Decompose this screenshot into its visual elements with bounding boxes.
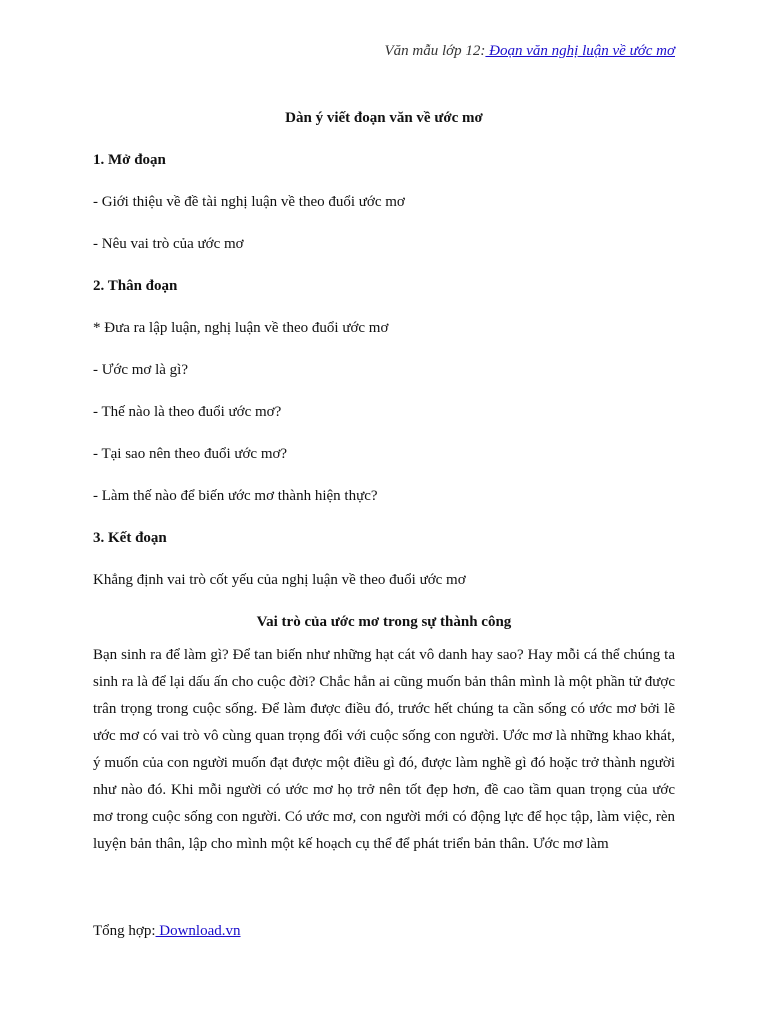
section3-item: Khẳng định vai trò cốt yếu của nghị luận về theo đuổi ước mơ	[93, 572, 466, 588]
section2-heading: 2. Thân đoạn	[93, 278, 178, 294]
section2-item: * Đưa ra lập luận, nghị luận về theo đuổi ước mơ	[93, 320, 389, 336]
header-prefix: Văn mẫu lớp 12:	[384, 43, 486, 59]
page-footer	[93, 923, 241, 940]
section2-item: - Tại sao nên theo đuổi ước mơ?	[93, 446, 288, 462]
essay-paragraph: Bạn sinh ra để làm gì? Để tan biến như những hạt cát vô danh hay sao? Hay mỗi cá thể chúng ta sinh ra là để lại dấu ấn cho cuộc đời? Chắc hẳn ai cũng muốn bản thân mình là một phần tử được trân trọng trong cuộc sống. Để làm được điều đó, trước hết chúng ta cần sống có ước mơ bởi lẽ ước mơ có vai trò vô cùng quan trọng đối với cuộc sống con người. Ước mơ là những khao khát, ý muốn của con người muốn đạt được một điều gì đó, được làm nghề gì đó hoặc trở thành người như nào đó. Khi mỗi người có ước mơ họ trở nên tốt đẹp hơn, đề cao tầm quan trọng của ước mơ trong cuộc sống con người. Có ước mơ, con người mới có động lực để học tập, làm việc, rèn luyện bản thân, lập cho mình một kế hoạch cụ thể để phát triển bản thân. Ước mơ làm	[93, 647, 675, 852]
section2-item: - Ước mơ là gì?	[93, 362, 188, 378]
section1-heading: 1. Mở đoạn	[93, 152, 166, 168]
section1-item: - Giới thiệu về đề tài nghị luận về theo đuổi ước mơ	[93, 194, 405, 210]
outline-title: Dàn ý viết đoạn văn về ước mơ	[285, 110, 483, 126]
main-content	[93, 108, 675, 858]
header-link[interactable]: Đoạn văn nghị luận về ước mơ	[485, 43, 675, 59]
footer-prefix: Tổng hợp:	[93, 923, 156, 939]
section2-item: - Thế nào là theo đuổi ước mơ?	[93, 404, 282, 420]
footer-link[interactable]: Download.vn	[155, 923, 241, 939]
page-header	[385, 43, 676, 60]
essay-title: Vai trò của ước mơ trong sự thành công	[256, 614, 512, 630]
section2-item: - Làm thế nào để biến ước mơ thành hiện thực?	[93, 488, 378, 504]
section3-heading: 3. Kết đoạn	[93, 530, 167, 546]
section1-item: - Nêu vai trò của ước mơ	[93, 236, 244, 252]
